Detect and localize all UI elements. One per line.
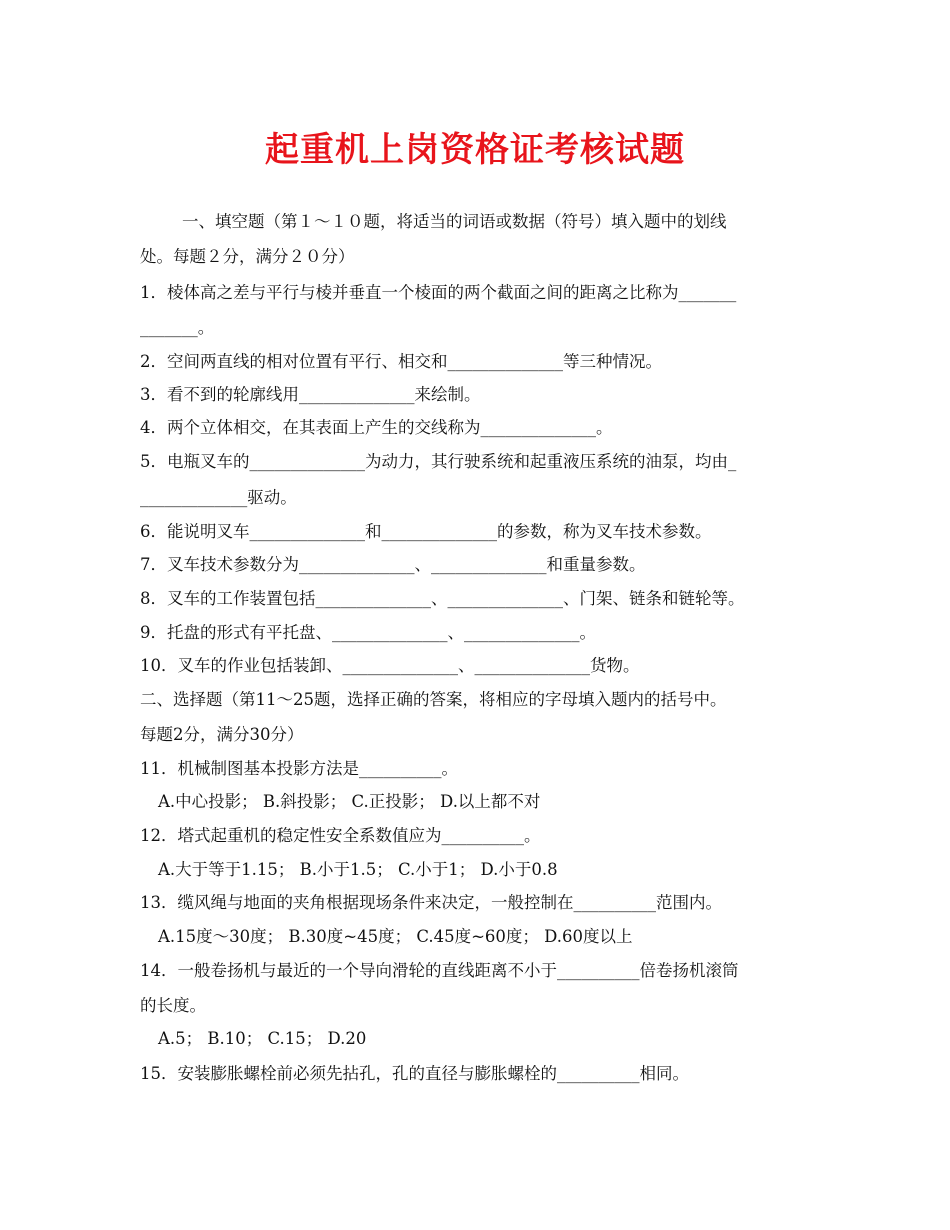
question-9: 9．托盘的形式有平托盘、______________、______________。 — [140, 623, 596, 642]
question-2: 2．空间两直线的相对位置有平行、相交和______________等三种情况。 — [140, 352, 662, 371]
question-7: 7．叉车技术参数分为______________、______________和重量参数。 — [140, 555, 646, 574]
question-14-options: A.5； B.10； C.15； D.20 — [158, 1029, 367, 1048]
section-2-heading-cont: 每题2分，满分30分） — [140, 725, 304, 744]
question-11: 11．机械制图基本投影方法是__________。 — [140, 759, 458, 778]
question-6: 6．能说明叉车______________和______________的参数，称为叉车技术参数。 — [140, 522, 712, 541]
question-5-cont: _____________驱动。 — [140, 488, 297, 507]
question-3: 3．看不到的轮廓线用______________来绘制。 — [140, 385, 481, 404]
question-12: 12．塔式起重机的稳定性安全系数值应为__________。 — [140, 826, 541, 845]
question-11-options: A.中心投影； B.斜投影； C.正投影； D.以上都不对 — [158, 792, 541, 811]
question-1-cont: _______。 — [140, 318, 215, 337]
question-14: 14．一般卷扬机与最近的一个导向滑轮的直线距离不小于__________倍卷扬机滚筒 — [140, 961, 739, 980]
question-5: 5．电瓶叉车的______________为动力，其行驶系统和起重液压系统的油泵，均由_ — [140, 452, 737, 471]
question-13-options: A.15度～30度； B.30度~45度； C.45度~60度； D.60度以上 — [158, 927, 633, 946]
question-8: 8．叉车的工作装置包括______________、______________、门架、链条和链轮等。 — [140, 589, 745, 608]
question-15: 15．安装膨胀螺栓前必须先拈孔，孔的直径与膨胀螺栓的__________相同。 — [140, 1064, 689, 1083]
question-12-options: A.大于等于1.15； B.小于1.5； C.小于1； D.小于0.8 — [158, 860, 558, 879]
question-14-cont: 的长度。 — [140, 996, 206, 1015]
section-1-heading-cont: 处。每题２分，满分２０分） — [140, 247, 355, 266]
question-13: 13．缆风绳与地面的夹角根据现场条件来决定，一般控制在__________范围内。 — [140, 893, 722, 912]
question-10: 10．叉车的作业包括装卸、______________、______________货物。 — [140, 656, 640, 675]
question-4: 4．两个立体相交，在其表面上产生的交线称为______________。 — [140, 418, 613, 437]
section-1-heading: 一、填空题（第１～１０题，将适当的词语或数据（符号）填入题中的划线 — [182, 212, 727, 231]
section-2-heading: 二、选择题（第11～25题，选择正确的答案，将相应的字母填入题内的括号中。 — [140, 690, 727, 709]
page-title: 起重机上岗资格证考核试题 — [265, 130, 685, 170]
question-1: 1．棱体高之差与平行与棱并垂直一个棱面的两个截面之间的距离之比称为_______ — [140, 283, 737, 302]
